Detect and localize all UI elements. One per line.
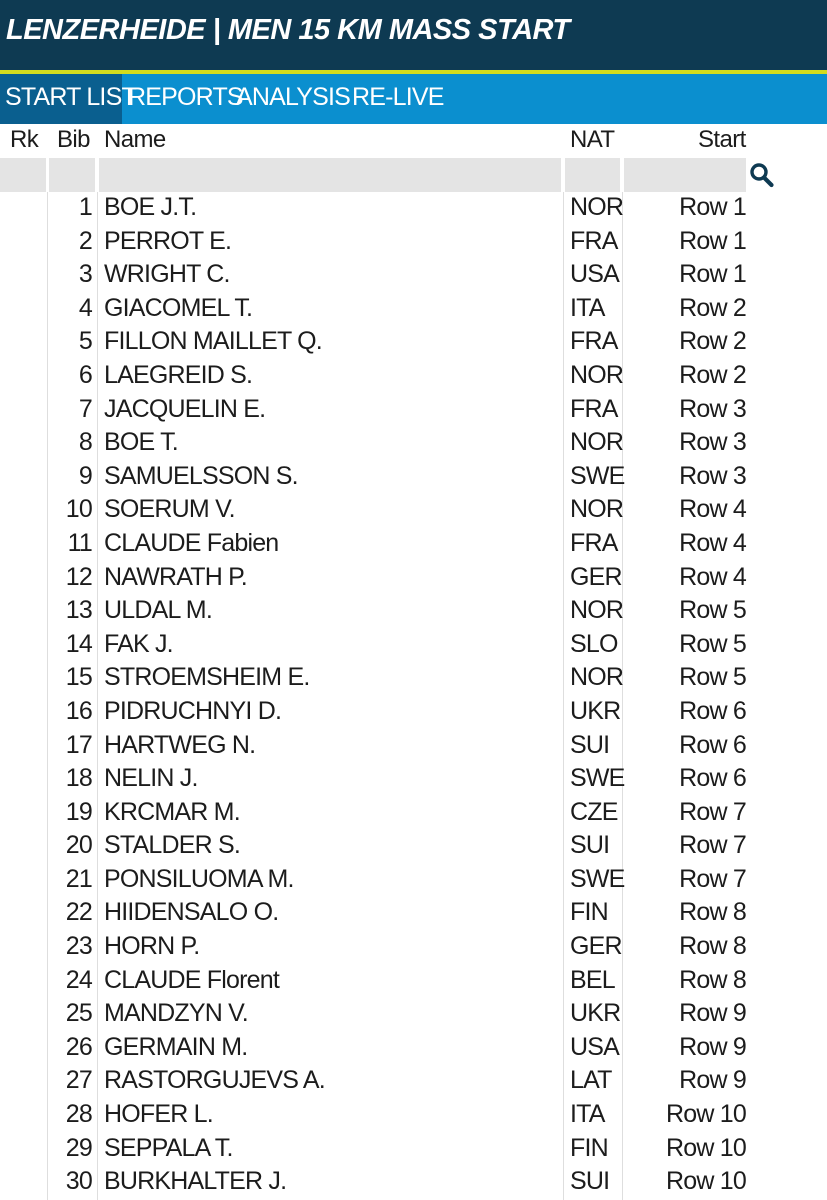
table-row[interactable] [0,594,827,628]
start-row-cell: Row 1 [679,193,746,221]
nationality-cell: ITA [570,293,605,322]
nationality-cell: NOR [570,428,624,457]
bib-cell: 26 [65,1032,92,1061]
table-row[interactable] [0,661,827,695]
nationality-cell: UKR [570,696,621,725]
athlete-name: BOE J.T. [104,193,197,221]
athlete-name: GIACOMEL T. [104,293,253,322]
athlete-name: FILLON MAILLET Q. [104,327,322,356]
start-row-cell: Row 5 [679,596,746,625]
start-row-cell: Row 6 [679,696,746,725]
nationality-cell: SWE [570,461,625,490]
start-row-cell: Row 7 [679,864,746,893]
bib-cell: 12 [65,562,92,591]
bib-cell: 2 [78,226,92,255]
athlete-name: CLAUDE Florent [104,965,279,994]
table-row[interactable] [0,997,827,1031]
start-row-cell: Row 5 [679,629,746,658]
start-row-cell: Row 9 [679,1066,746,1095]
title-bar [0,0,827,70]
start-row-cell: Row 4 [679,562,746,591]
bib-cell: 14 [65,629,92,658]
table-row[interactable] [0,325,827,359]
tab-start-list[interactable]: START LIST [0,74,122,124]
tab-re-live[interactable]: RE-LIVE [352,83,444,111]
start-row-cell: Row 2 [679,327,746,356]
start-row-cell: Row 10 [666,1133,746,1162]
table-row[interactable] [0,930,827,964]
bib-cell: 9 [78,461,92,490]
athlete-name: PERROT E. [104,226,232,255]
filter-start-input[interactable] [624,158,746,192]
start-row-cell: Row 6 [679,730,746,759]
table-row[interactable] [0,796,827,830]
nationality-cell: ITA [570,1100,605,1129]
athlete-name: HORN P. [104,932,200,961]
start-row-cell: Row 9 [679,999,746,1028]
start-list-table [0,191,827,1199]
table-row[interactable] [0,1098,827,1132]
athlete-name: NELIN J. [104,764,198,793]
column-header-rk[interactable]: Rk [10,126,39,153]
bib-cell: 30 [65,1167,92,1196]
tab-analysis[interactable]: ANALYSIS [236,83,351,111]
bib-cell: 15 [65,663,92,692]
nationality-cell: SUI [570,831,610,860]
nationality-cell: FRA [570,226,618,255]
column-header-start[interactable]: Start [698,126,746,153]
nationality-cell: SUI [570,1167,610,1196]
page-title: LENZERHEIDE | MEN 15 KM MASS START [6,14,570,46]
nationality-cell: FRA [570,327,618,356]
nationality-cell: NOR [570,193,624,221]
start-row-cell: Row 1 [679,226,746,255]
start-row-cell: Row 8 [679,932,746,961]
table-row[interactable] [0,964,827,998]
start-row-cell: Row 5 [679,663,746,692]
bib-cell: 10 [65,495,92,524]
athlete-name: PIDRUCHNYI D. [104,696,282,725]
start-row-cell: Row 6 [679,764,746,793]
bib-cell: 20 [65,831,92,860]
athlete-name: BURKHALTER J. [104,1167,287,1196]
table-row[interactable] [0,225,827,259]
start-row-cell: Row 10 [666,1100,746,1129]
nationality-cell: NOR [570,663,624,692]
athlete-name: HARTWEG N. [104,730,256,759]
nationality-cell: FRA [570,528,618,557]
table-row[interactable] [0,493,827,527]
table-row[interactable] [0,292,827,326]
athlete-name: STALDER S. [104,831,241,860]
table-row[interactable] [0,359,827,393]
nationality-cell: UKR [570,999,621,1028]
column-header-nat[interactable]: NAT [570,126,615,153]
nationality-cell: LAT [570,1066,612,1095]
start-row-cell: Row 3 [679,428,746,457]
table-row[interactable] [0,1132,827,1166]
table-row[interactable] [0,1064,827,1098]
nationality-cell: GER [570,562,622,591]
table-row[interactable] [0,1031,827,1065]
start-row-cell: Row 8 [679,965,746,994]
bib-cell: 4 [78,293,92,322]
nationality-cell: NOR [570,360,624,389]
table-row[interactable] [0,695,827,729]
start-row-cell: Row 8 [679,898,746,927]
athlete-name: SAMUELSSON S. [104,461,298,490]
nav-bar [0,74,827,124]
athlete-name: SOERUM V. [104,495,235,524]
start-row-cell: Row 4 [679,495,746,524]
athlete-name: KRCMAR M. [104,797,240,826]
athlete-name: ULDAL M. [104,596,212,625]
athlete-name: HOFER L. [104,1100,213,1129]
filter-name-input[interactable] [99,158,561,192]
nationality-cell: GER [570,932,622,961]
athlete-name: LAEGREID S. [104,360,253,389]
nationality-cell: SWE [570,864,625,893]
nationality-cell: FIN [570,1133,608,1162]
bib-cell: 1 [78,193,92,221]
start-row-cell: Row 2 [679,293,746,322]
bib-cell: 23 [65,932,92,961]
bib-cell: 8 [78,428,92,457]
table-row[interactable] [0,561,827,595]
bib-cell: 28 [65,1100,92,1129]
nationality-cell: SUI [570,730,610,759]
table-row[interactable] [0,258,827,292]
column-header-bib[interactable]: Bib [57,126,90,153]
athlete-name: WRIGHT C. [104,260,230,289]
table-row[interactable] [0,527,827,561]
start-row-cell: Row 7 [679,831,746,860]
start-row-cell: Row 3 [679,394,746,423]
bib-cell: 25 [65,999,92,1028]
search-icon [748,160,776,190]
bib-cell: 16 [65,696,92,725]
bib-cell: 13 [65,596,92,625]
nationality-cell: USA [570,260,620,289]
start-row-cell: Row 7 [679,797,746,826]
bib-cell: 3 [78,260,92,289]
athlete-name: GERMAIN M. [104,1032,248,1061]
bib-cell: 18 [65,764,92,793]
filter-bib-input[interactable] [49,158,95,192]
start-row-cell: Row 1 [679,260,746,289]
tab-reports[interactable]: REPORTS [128,83,243,111]
table-row[interactable] [0,460,827,494]
nationality-cell: CZE [570,797,618,826]
bib-cell: 19 [65,797,92,826]
table-row[interactable] [0,896,827,930]
athlete-name: HIIDENSALO O. [104,898,279,927]
nationality-cell: NOR [570,596,624,625]
athlete-name: JACQUELIN E. [104,394,266,423]
start-row-cell: Row 10 [666,1167,746,1196]
athlete-name: CLAUDE Fabien [104,528,279,557]
bib-cell: 5 [78,327,92,356]
filter-nat-input[interactable] [565,158,620,192]
table-row[interactable] [0,628,827,662]
athlete-name: MANDZYN V. [104,999,248,1028]
nationality-cell: SWE [570,764,625,793]
search-button[interactable] [748,160,776,190]
athlete-name: SEPPALA T. [104,1133,233,1162]
athlete-name: PONSILUOMA M. [104,864,294,893]
nationality-cell: NOR [570,495,624,524]
nationality-cell: SLO [570,629,618,658]
bib-cell: 17 [65,730,92,759]
athlete-name: RASTORGUJEVS A. [104,1066,325,1095]
table-row[interactable] [0,191,827,225]
table-row[interactable] [0,863,827,897]
filter-rk-input[interactable] [0,158,46,192]
bib-cell: 27 [65,1066,92,1095]
table-row[interactable] [0,762,827,796]
athlete-name: BOE T. [104,428,178,457]
table-row[interactable] [0,426,827,460]
nationality-cell: FIN [570,898,608,927]
start-row-cell: Row 9 [679,1032,746,1061]
table-row[interactable] [0,1165,827,1199]
bib-cell: 29 [65,1133,92,1162]
nationality-cell: USA [570,1032,620,1061]
table-row[interactable] [0,829,827,863]
athlete-name: STROEMSHEIM E. [104,663,310,692]
column-header-name[interactable]: Name [104,126,166,153]
bib-cell: 6 [78,360,92,389]
start-row-cell: Row 4 [679,528,746,557]
table-row[interactable] [0,393,827,427]
bib-cell: 24 [65,965,92,994]
bib-cell: 22 [65,898,92,927]
start-row-cell: Row 2 [679,360,746,389]
bib-cell: 7 [78,394,92,423]
bib-cell: 11 [67,528,92,557]
nationality-cell: FRA [570,394,618,423]
table-row[interactable] [0,729,827,763]
athlete-name: NAWRATH P. [104,562,247,591]
bib-cell: 21 [65,864,92,893]
start-row-cell: Row 3 [679,461,746,490]
nationality-cell: BEL [570,965,615,994]
filter-row [0,158,827,192]
athlete-name: FAK J. [104,629,173,658]
